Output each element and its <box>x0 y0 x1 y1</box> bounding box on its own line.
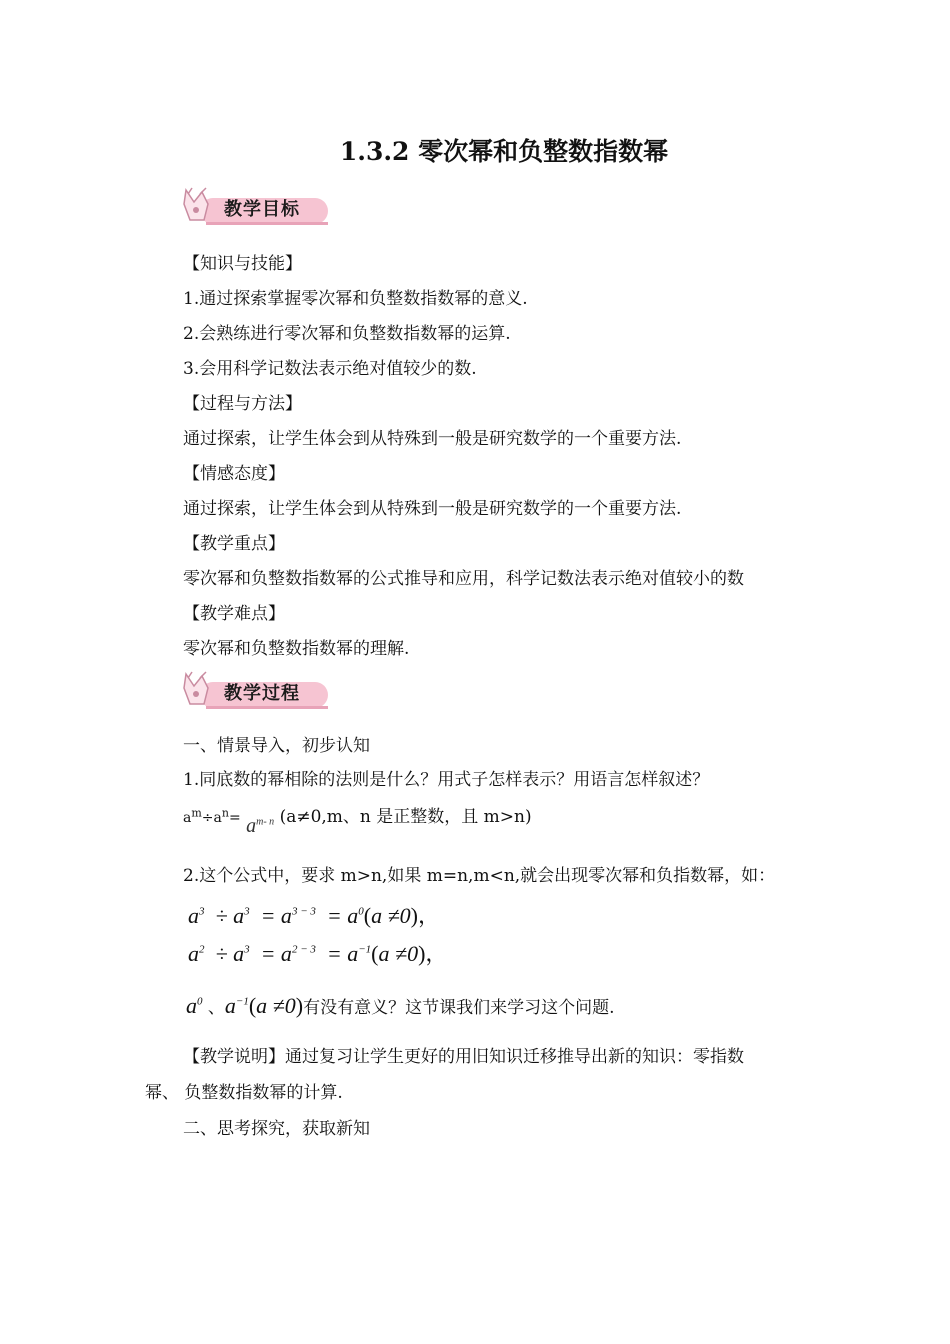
formula-condition: (a≠0,m、n 是正整数，且 m>n) <box>279 807 532 827</box>
goal-item: 零次幂和负整数指数幂的公式推导和应用，科学记数法表示绝对值较小的数 <box>183 569 744 589</box>
teaching-note-continued: 幂、 负整数指数幂的计算. <box>145 1083 343 1103</box>
math-example-zero-power: $a^3 \div a^3 = a^{3 - 3} = a^0(a \ne 0)$， <box>188 903 440 928</box>
question-text: 1.同底数的幂相除的法则是什么？用式子怎样表示？用语言怎样叙述？ <box>183 770 710 790</box>
question-tail: 有没有意义？这节课我们来学习这个问题. <box>303 998 615 1018</box>
teaching-note: 【教学说明】通过复习让学生更好的用旧知识迁移推导出新的知识：零指数 <box>183 1047 744 1067</box>
goal-item: 2.会熟练进行零次幂和负整数指数幂的运算. <box>183 324 511 344</box>
math-example-negative-power: $a^2 \div a^3 = a^{2 - 3} = a^{-1}(a \ne 0)$， <box>188 941 448 966</box>
goal-item: 1.通过探索掌握零次幂和负整数指数幂的意义. <box>183 289 528 309</box>
heading-knowledge: 【知识与技能】 <box>183 254 302 274</box>
goal-item: 通过探索，让学生体会到从特殊到一般是研究数学的一个重要方法. <box>183 499 682 519</box>
division-rule-formula: $a^m\div a^n= a^{m- n}$ (a≠0,m、n 是正整数，且 m>n) <box>183 806 532 837</box>
heading-key-point: 【教学重点】 <box>183 534 285 554</box>
question-text: 2.这个公式中，要求 m>n,如果 m=n,m<n,就会出现零次幂和负指数幂，如： <box>183 866 776 886</box>
section-heading: 二、思考探究，获取新知 <box>183 1119 370 1139</box>
badge-label: 教学目标 <box>224 199 300 220</box>
goal-item: 3.会用科学记数法表示绝对值较少的数. <box>183 359 477 379</box>
badge-label: 教学过程 <box>224 683 300 704</box>
section-badge-process <box>180 670 330 712</box>
goal-item: 通过探索，让学生体会到从特殊到一般是研究数学的一个重要方法. <box>183 429 682 449</box>
heading-difficulty: 【教学难点】 <box>183 604 285 624</box>
page-title: 1.3.2 零次幂和负整数指数幂 <box>339 137 669 166</box>
heading-method: 【过程与方法】 <box>183 394 302 414</box>
goal-item: 零次幂和负整数指数幂的理解. <box>183 639 410 659</box>
section-heading: 一、情景导入，初步认知 <box>183 736 370 756</box>
heading-attitude: 【情感态度】 <box>183 464 285 484</box>
section-badge-goals <box>180 186 330 228</box>
question-meaning: $a^0$ 、$a^{-1}(a \ne 0)$有没有意义？这节课我们来学习这个问题. <box>186 993 615 1018</box>
